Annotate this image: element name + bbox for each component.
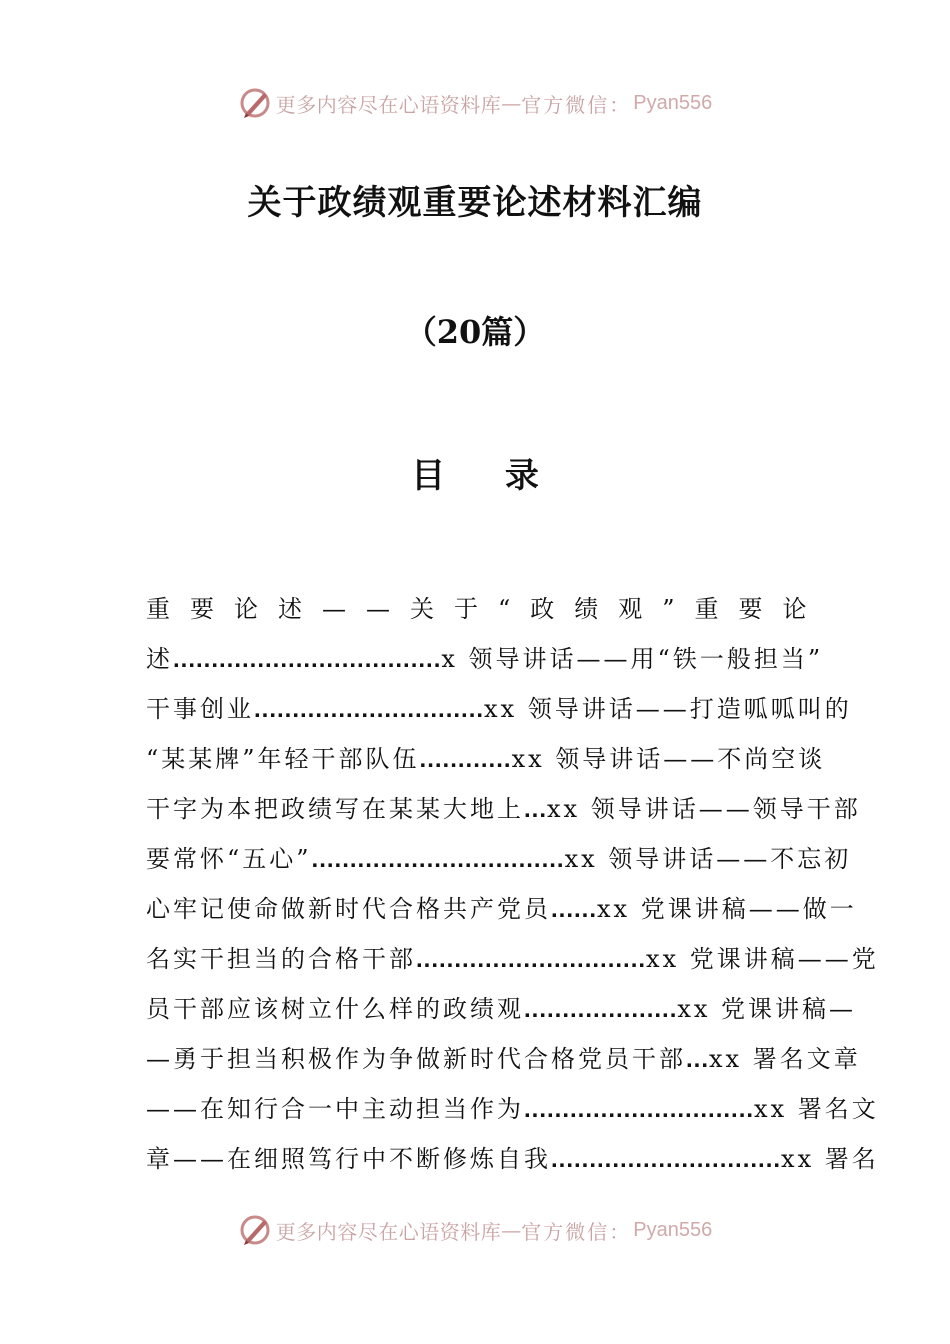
toc-leader-dots: .............................. — [254, 696, 485, 723]
toc-line — [146, 634, 824, 684]
toc-line-tail: xx 署名文 — [754, 1095, 879, 1123]
toc-line-tail: x 领导讲话——用“铁一般担当” — [441, 645, 824, 673]
toc-line — [146, 1084, 879, 1134]
toc-leader-dots: ...... — [551, 896, 598, 923]
toc-line — [146, 834, 852, 884]
toc-leader-dots: .............................. — [551, 1146, 782, 1173]
toc-line-tail: xx 党课讲稿——做一 — [597, 895, 857, 923]
document-title: 关于政绩观重要论述材料汇编 — [247, 183, 703, 223]
toc-line-tail: xx 党课讲稿— — [677, 995, 857, 1023]
toc-line — [146, 584, 827, 634]
toc-line-text: 心牢记使命做新时代合格共产党员 — [146, 895, 551, 923]
toc-leader-dots: ................................... — [173, 646, 442, 673]
toc-line — [146, 734, 826, 784]
toc-leader-dots: ............ — [419, 746, 512, 773]
watermark-bottom — [0, 1210, 950, 1250]
watermark-separator: — — [501, 91, 522, 115]
toc-line — [146, 884, 857, 934]
watermark-wechat-id: Pyan556 — [633, 1218, 713, 1241]
watermark-top — [0, 83, 950, 123]
toc-leader-dots: .............................. — [524, 1096, 755, 1123]
watermark-site-text: 更多内容尽在心语资料库 — [275, 1219, 502, 1244]
toc-line-text: 干字为本把政绩写在某某大地上 — [146, 795, 524, 823]
toc-line-text: 员干部应该树立什么样的政绩观 — [146, 995, 524, 1023]
toc-line-text: “某某牌”年轻干部队伍 — [146, 745, 420, 773]
pen-logo-icon — [238, 1213, 272, 1247]
toc-line-text: 干事创业 — [146, 695, 254, 723]
watermark-wechat-label: 官方微信： — [521, 1219, 632, 1244]
toc-line-tail: xx 领导讲话——打造呱呱叫的 — [484, 695, 852, 723]
toc-line-text: —勇于担当积极作为争做新时代合格党员干部 — [146, 1045, 686, 1073]
toc-line-tail: xx 领导讲话——不忘初 — [564, 845, 852, 873]
toc-leader-dots: ... — [686, 1046, 710, 1073]
watermark-separator: — — [501, 1218, 522, 1242]
toc-line — [146, 934, 879, 984]
toc-line — [146, 1034, 861, 1084]
document-subtitle: （20篇） — [404, 313, 546, 351]
toc-line — [146, 984, 857, 1034]
toc-line-tail: xx 署名 — [781, 1145, 879, 1173]
toc-line-tail: xx 署名文章 — [709, 1045, 861, 1073]
toc-leader-dots: .............................. — [416, 946, 647, 973]
toc-line-tail: xx 领导讲话——不尚空谈 — [511, 745, 826, 773]
toc-leader-dots: .................... — [524, 996, 678, 1023]
toc-line — [146, 1134, 879, 1184]
toc-line-text: 要常怀“五心” — [146, 845, 312, 873]
toc-line-text: 名实干担当的合格干部 — [146, 945, 416, 973]
toc-line — [146, 784, 861, 834]
toc-line — [146, 684, 852, 734]
watermark-wechat-label: 官方微信： — [521, 92, 632, 117]
toc-leader-dots: ................................. — [311, 846, 565, 873]
watermark-site-text: 更多内容尽在心语资料库 — [275, 92, 502, 117]
toc-line-text: ——在知行合一中主动担当作为 — [146, 1095, 524, 1123]
toc-leader-dots: ... — [524, 796, 548, 823]
toc-line-text: 章——在细照笃行中不断修炼自我 — [146, 1145, 551, 1173]
toc-line-text: 述 — [146, 645, 173, 673]
toc-heading: 目 录 — [411, 456, 563, 496]
watermark-wechat-id: Pyan556 — [633, 91, 713, 114]
pen-logo-icon — [238, 86, 272, 120]
table-of-contents — [146, 584, 879, 1184]
toc-line-text: 重要论述——关于“政绩观”重要论 — [146, 595, 827, 623]
toc-line-tail: xx 领导讲话——领导干部 — [547, 795, 861, 823]
toc-line-tail: xx 党课讲稿——党 — [646, 945, 879, 973]
